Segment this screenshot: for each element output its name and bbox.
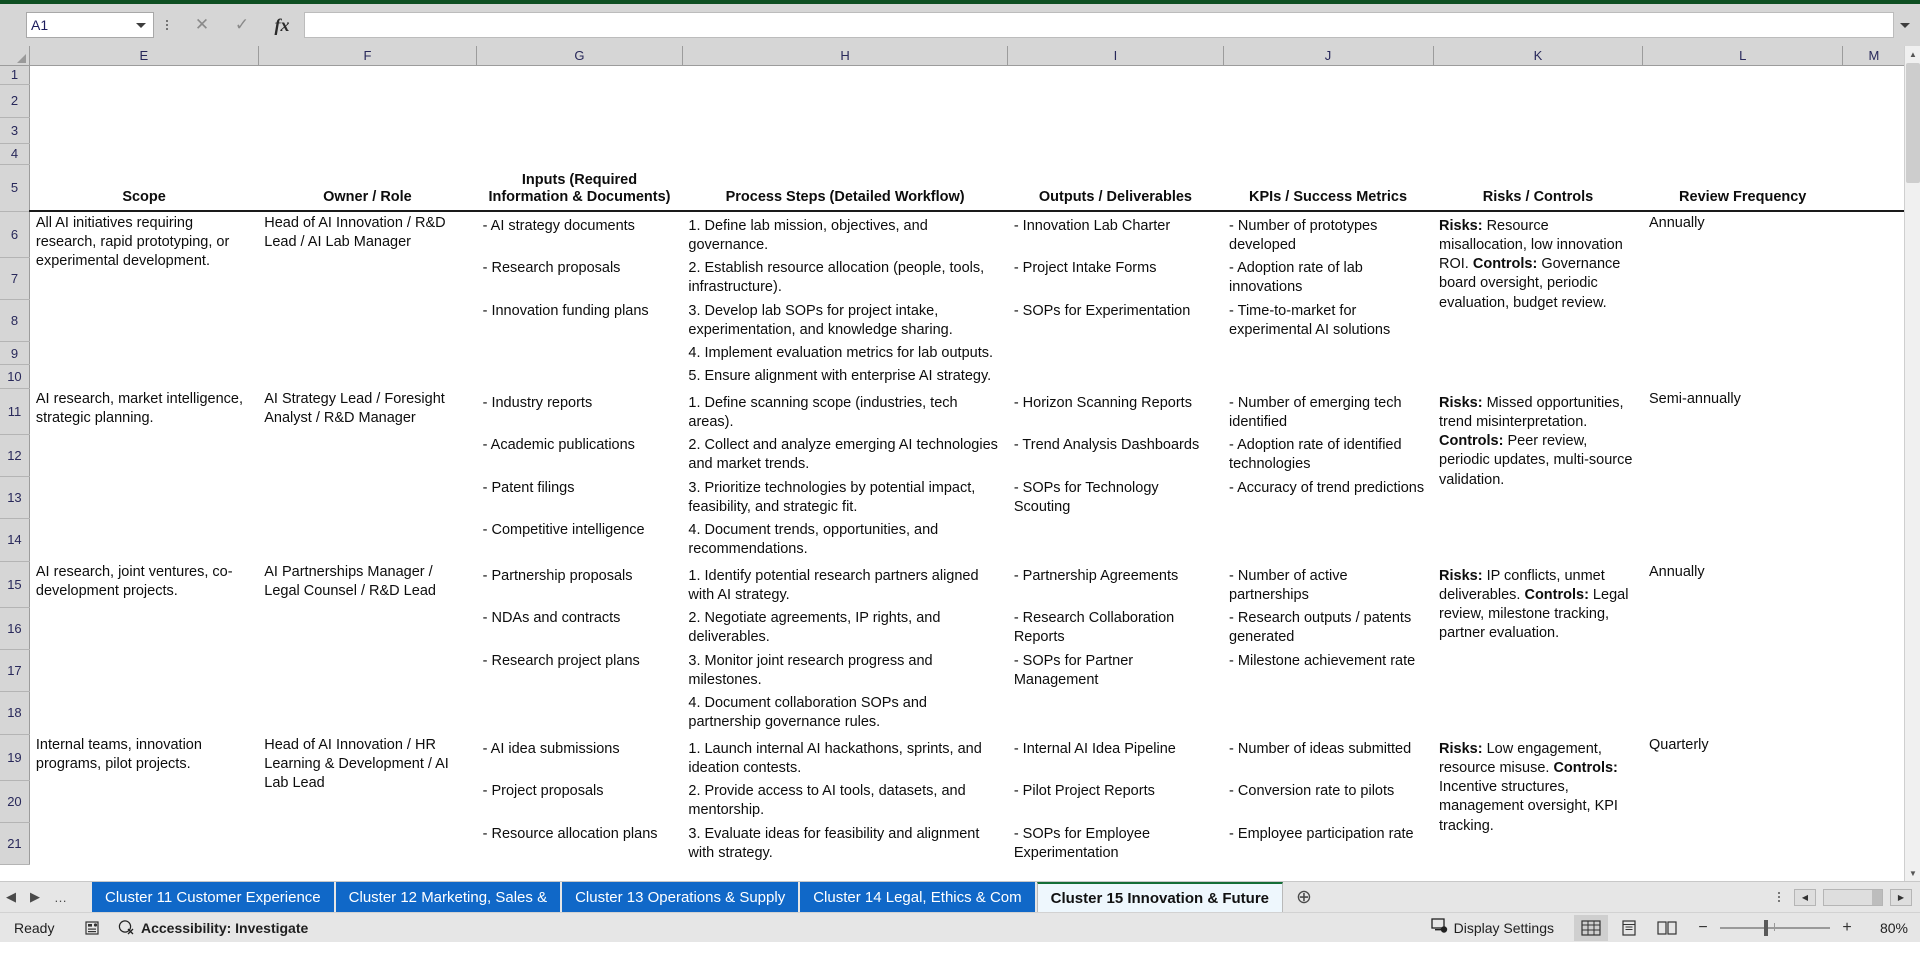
- cell-steps-4a[interactable]: 1. Launch internal AI hackathons, sprints, and ideation contests.: [682, 734, 1007, 780]
- column-title-kpis[interactable]: KPIs / Success Metrics: [1223, 164, 1433, 211]
- sheet-row: [0, 65, 1906, 84]
- expand-formula-bar-icon[interactable]: [1894, 12, 1916, 38]
- cell-m-3[interactable]: [1842, 561, 1905, 734]
- cell-steps-2c[interactable]: 3. Prioritize technologies by potential impact, feasibility, and strategic fit.: [682, 477, 1007, 519]
- cell-outputs-4c[interactable]: - SOPs for Employee Experimentation: [1008, 823, 1223, 865]
- column-header-E[interactable]: E: [29, 46, 258, 65]
- cell-risks-2[interactable]: [1433, 388, 1643, 561]
- cell-outputs-3d[interactable]: [1008, 692, 1223, 734]
- table-header-row: [0, 164, 1906, 211]
- vertical-scrollbar[interactable]: [1904, 46, 1920, 881]
- cell-outputs-4a[interactable]: - Internal AI Idea Pipeline: [1008, 734, 1223, 780]
- normal-view-icon[interactable]: [1574, 915, 1608, 941]
- row-header-11[interactable]: 11: [0, 388, 29, 434]
- zoom-slider[interactable]: [1720, 927, 1830, 929]
- confirm-icon[interactable]: ✓: [234, 15, 250, 34]
- row-header-21[interactable]: 21: [0, 823, 29, 865]
- cell-kpis-2c[interactable]: - Accuracy of trend predictions: [1223, 477, 1433, 519]
- cell-m-4[interactable]: [1842, 734, 1905, 865]
- controls-label-4: Controls:: [1553, 760, 1618, 777]
- row-header-16[interactable]: 16: [0, 607, 29, 649]
- cell-steps-1e[interactable]: 5. Ensure alignment with enterprise AI strategy.: [682, 365, 1007, 388]
- cancel-icon[interactable]: ✕: [194, 15, 210, 34]
- cell-kpis-2b[interactable]: - Adoption rate of identified technologies: [1223, 434, 1433, 476]
- chevron-down-icon[interactable]: [136, 23, 146, 28]
- column-header-G[interactable]: G: [477, 46, 683, 65]
- column-header-M[interactable]: M: [1842, 46, 1905, 65]
- cell-steps-2a[interactable]: 1. Define scanning scope (industries, tech areas).: [682, 388, 1007, 434]
- cell-outputs-2d[interactable]: [1008, 519, 1223, 561]
- cell-outputs-3a[interactable]: - Partnership Agreements: [1008, 561, 1223, 607]
- row-header-14[interactable]: 14: [0, 519, 29, 561]
- cell-scope-3[interactable]: AI research, joint ventures, co-development projects.: [29, 561, 258, 734]
- controls-text-2: Peer review, periodic updates, multi-source validation.: [1439, 433, 1633, 488]
- scroll-down-icon[interactable]: ▼: [1905, 865, 1920, 881]
- risks-text-3: IP conflicts, unmet deliverables.: [1439, 568, 1605, 604]
- cell-review-1[interactable]: Annually: [1643, 211, 1842, 388]
- cell-risks-1[interactable]: [1433, 211, 1643, 388]
- page-layout-view-icon[interactable]: [1612, 915, 1646, 941]
- cell-steps-4b[interactable]: 2. Provide access to AI tools, datasets, and mentorship.: [682, 780, 1007, 822]
- cell-inputs-2b[interactable]: - Academic publications: [477, 434, 683, 476]
- zoom-in-button[interactable]: +: [1842, 918, 1852, 936]
- column-title-risks[interactable]: Risks / Controls: [1433, 164, 1643, 211]
- controls-label-1: Controls:: [1472, 256, 1538, 273]
- row-header-9[interactable]: 9: [0, 342, 29, 365]
- zoom-control: [1696, 919, 1908, 937]
- cell-review-3[interactable]: Annually: [1643, 561, 1842, 734]
- cell-kpis-3d[interactable]: [1223, 692, 1433, 734]
- row-header-4[interactable]: 4: [0, 143, 29, 164]
- accessibility-status[interactable]: [118, 918, 308, 938]
- cell-risks-3[interactable]: [1433, 561, 1643, 734]
- insert-function-icon[interactable]: fx: [274, 14, 290, 35]
- cell-inputs-1e[interactable]: [477, 365, 683, 388]
- cell-owner-1[interactable]: Head of AI Innovation / R&D Lead / AI Lab Manager: [258, 211, 476, 388]
- cell-inputs-2d[interactable]: - Competitive intelligence: [477, 519, 683, 561]
- banner-blue[interactable]: [29, 117, 1842, 143]
- cell-kpis-1a[interactable]: - Number of prototypes developed: [1223, 211, 1433, 257]
- tab-bar-options-icon[interactable]: [1771, 892, 1787, 902]
- column-header-row: [0, 46, 1906, 65]
- row-header-1[interactable]: 1: [0, 65, 29, 84]
- sheet-row: [0, 117, 1906, 143]
- cell-steps-2d[interactable]: 4. Document trends, opportunities, and recommendations.: [682, 519, 1007, 561]
- risks-label-2: Risks:: [1439, 395, 1483, 411]
- formula-bar-options-icon[interactable]: [154, 12, 180, 38]
- row-header-19[interactable]: 19: [0, 734, 29, 780]
- cell-inputs-4c[interactable]: - Resource allocation plans: [477, 823, 683, 865]
- cell-inputs-1d[interactable]: [477, 342, 683, 365]
- sheet-tab-cluster-13[interactable]: Cluster 13 Operations & Supply: [562, 882, 800, 912]
- horizontal-scrollbar[interactable]: [1823, 889, 1883, 906]
- risks-label-3: Risks:: [1439, 568, 1483, 584]
- status-left: [0, 918, 308, 938]
- status-ready-label: Ready: [14, 919, 55, 936]
- column-title-process-steps[interactable]: Process Steps (Detailed Workflow): [682, 164, 1007, 211]
- cell-kpis-4c[interactable]: - Employee participation rate: [1223, 823, 1433, 865]
- sheet-row: [0, 84, 1906, 117]
- row-header-13[interactable]: 13: [0, 477, 29, 519]
- cell-steps-3b[interactable]: 2. Negotiate agreements, IP rights, and deliverables.: [682, 607, 1007, 649]
- cell-inputs-1b[interactable]: - Research proposals: [477, 257, 683, 299]
- sheet-nav-next-icon[interactable]: ▶: [30, 889, 40, 904]
- name-box-value: A1: [31, 17, 49, 33]
- cell-outputs-2a[interactable]: - Horizon Scanning Reports: [1008, 388, 1223, 434]
- controls-text-3: Legal review, milestone tracking, partner evaluation.: [1439, 587, 1629, 642]
- banner-black[interactable]: [29, 84, 1842, 117]
- row-header-8[interactable]: 8: [0, 300, 29, 342]
- row-header-18[interactable]: 18: [0, 692, 29, 734]
- cell-review-4[interactable]: Quarterly: [1643, 734, 1842, 865]
- table-row: [0, 561, 1906, 607]
- row-header-2[interactable]: 2: [0, 84, 29, 117]
- formula-input[interactable]: [304, 12, 1894, 38]
- cell-kpis-2a[interactable]: - Number of emerging tech identified: [1223, 388, 1433, 434]
- row-header-15[interactable]: 15: [0, 561, 29, 607]
- cell-blank-row1[interactable]: [29, 65, 1905, 84]
- cell-scope-4[interactable]: Internal teams, innovation programs, pilot projects.: [29, 734, 258, 865]
- cell-inputs-1a[interactable]: - AI strategy documents: [477, 211, 683, 257]
- row-header-5[interactable]: 5: [0, 164, 29, 211]
- sheet-row: [0, 143, 1906, 164]
- cell-m-1[interactable]: [1842, 211, 1905, 388]
- cell-review-2[interactable]: Semi-annually: [1643, 388, 1842, 561]
- cell-steps-1b[interactable]: 2. Establish resource allocation (people, tools, infrastructure).: [682, 257, 1007, 299]
- cell-outputs-1c[interactable]: - SOPs for Experimentation: [1008, 300, 1223, 342]
- cell-steps-2b[interactable]: 2. Collect and analyze emerging AI technologies and market trends.: [682, 434, 1007, 476]
- cell-inputs-3c[interactable]: - Research project plans: [477, 650, 683, 692]
- row-header-20[interactable]: 20: [0, 780, 29, 822]
- cell-m3[interactable]: [1842, 117, 1905, 143]
- column-header-H[interactable]: H: [682, 46, 1007, 65]
- cell-inputs-2c[interactable]: - Patent filings: [477, 477, 683, 519]
- risks-text-2: Missed opportunities, trend misinterpretation.: [1439, 395, 1624, 431]
- table-row: [0, 211, 1906, 257]
- table-row: [0, 734, 1906, 780]
- cell-m-2[interactable]: [1842, 388, 1905, 561]
- cell-inputs-4b[interactable]: - Project proposals: [477, 780, 683, 822]
- cell-outputs-2c[interactable]: - SOPs for Technology Scouting: [1008, 477, 1223, 519]
- cell-inputs-2a[interactable]: - Industry reports: [477, 388, 683, 434]
- cell-owner-2[interactable]: AI Strategy Lead / Foresight Analyst / R&D Manager: [258, 388, 476, 561]
- spreadsheet-grid[interactable]: [0, 46, 1920, 881]
- zoom-slider-tick: [1774, 923, 1775, 931]
- cell-owner-3[interactable]: AI Partnerships Manager / Legal Counsel / R&D Lead: [258, 561, 476, 734]
- zoom-level-label[interactable]: 80%: [1879, 919, 1908, 936]
- formula-actions: [182, 12, 302, 38]
- cell-kpis-2d[interactable]: [1223, 519, 1433, 561]
- column-header-J[interactable]: J: [1223, 46, 1433, 65]
- cell-outputs-3b[interactable]: - Research Collaboration Reports: [1008, 607, 1223, 649]
- cell-steps-4c[interactable]: 3. Evaluate ideas for feasibility and alignment with strategy.: [682, 823, 1007, 865]
- status-bar: [0, 912, 1920, 942]
- add-sheet-icon[interactable]: ⊕: [1283, 882, 1325, 912]
- controls-label-3: Controls:: [1524, 587, 1589, 604]
- row-header-12[interactable]: 12: [0, 434, 29, 476]
- cell-outputs-3c[interactable]: - SOPs for Partner Management: [1008, 650, 1223, 692]
- cell-steps-1d[interactable]: 4. Implement evaluation metrics for lab outputs.: [682, 342, 1007, 365]
- cell-steps-1c[interactable]: 3. Develop lab SOPs for project intake, experimentation, and knowledge sharing.: [682, 300, 1007, 342]
- tab-bar-filler: [1325, 882, 1771, 912]
- cell-kpis-4a[interactable]: - Number of ideas submitted: [1223, 734, 1433, 780]
- column-title-owner[interactable]: Owner / Role: [258, 164, 476, 211]
- column-header-K[interactable]: K: [1433, 46, 1643, 65]
- formula-bar: [0, 4, 1920, 46]
- cell-steps-3d[interactable]: 4. Document collaboration SOPs and partnership governance rules.: [682, 692, 1007, 734]
- cell-kpis-3c[interactable]: - Milestone achievement rate: [1223, 650, 1433, 692]
- sheet-nav-buttons: [0, 882, 92, 912]
- sheet-table: [0, 46, 1906, 865]
- cell-m2[interactable]: [1842, 84, 1905, 117]
- cell-outputs-2b[interactable]: - Trend Analysis Dashboards: [1008, 434, 1223, 476]
- row-header-7[interactable]: 7: [0, 257, 29, 299]
- sheet-nav-more-icon[interactable]: …: [54, 889, 67, 905]
- sheet-tab-cluster-14[interactable]: Cluster 14 Legal, Ethics & Com: [800, 882, 1036, 912]
- hscroll-left-icon[interactable]: ◀: [1794, 889, 1816, 906]
- cell-outputs-4b[interactable]: - Pilot Project Reports: [1008, 780, 1223, 822]
- zoom-slider-thumb[interactable]: [1764, 920, 1768, 936]
- column-title-inputs[interactable]: Inputs (Required Information & Documents): [477, 164, 683, 211]
- vertical-scroll-thumb[interactable]: [1906, 63, 1920, 183]
- column-header-I[interactable]: I: [1008, 46, 1223, 65]
- cell-outputs-1d[interactable]: [1008, 342, 1223, 365]
- risks-label-1: Risks:: [1439, 218, 1483, 234]
- column-title-scope[interactable]: Scope: [29, 164, 258, 211]
- page-break-preview-icon[interactable]: [1650, 915, 1684, 941]
- cell-kpis-1d[interactable]: [1223, 342, 1433, 365]
- cell-owner-4[interactable]: Head of AI Innovation / HR Learning & Development / AI Lab Lead: [258, 734, 476, 865]
- cell-blank-row4[interactable]: [29, 143, 1905, 164]
- display-settings-button[interactable]: [1431, 918, 1554, 937]
- column-header-F[interactable]: F: [258, 46, 476, 65]
- display-settings-label: Display Settings: [1453, 919, 1554, 936]
- name-box[interactable]: [26, 12, 154, 38]
- cell-kpis-3b[interactable]: - Research outputs / patents generated: [1223, 607, 1433, 649]
- table-row: [0, 388, 1906, 434]
- cell-inputs-4a[interactable]: - AI idea submissions: [477, 734, 683, 780]
- risks-text-4: Low engagement, resource misuse.: [1439, 741, 1602, 777]
- cell-outputs-1a[interactable]: - Innovation Lab Charter: [1008, 211, 1223, 257]
- cell-kpis-3a[interactable]: - Number of active partnerships: [1223, 561, 1433, 607]
- controls-text-4: Incentive structures, management oversight, KPI tracking.: [1439, 779, 1618, 834]
- cell-scope-1[interactable]: All AI initiatives requiring research, rapid prototyping, or experimental development.: [29, 211, 258, 388]
- cell-inputs-3b[interactable]: - NDAs and contracts: [477, 607, 683, 649]
- risks-text-1: Resource misallocation, low innovation ROI.: [1439, 218, 1623, 273]
- display-settings-icon: [1431, 918, 1449, 937]
- cell-m5[interactable]: [1842, 164, 1905, 211]
- cell-kpis-1b[interactable]: - Adoption rate of lab innovations: [1223, 257, 1433, 299]
- cell-risks-4[interactable]: [1433, 734, 1643, 865]
- cell-outputs-1b[interactable]: - Project Intake Forms: [1008, 257, 1223, 299]
- cell-inputs-3a[interactable]: - Partnership proposals: [477, 561, 683, 607]
- sheet-tab-cluster-11[interactable]: Cluster 11 Customer Experience: [92, 882, 336, 912]
- cell-inputs-1c[interactable]: - Innovation funding plans: [477, 300, 683, 342]
- controls-text-1: Governance board oversight, periodic evaluation, budget review.: [1439, 256, 1621, 311]
- sheet-tab-bar: [0, 881, 1920, 912]
- cell-steps-3a[interactable]: 1. Identify potential research partners aligned with AI strategy.: [682, 561, 1007, 607]
- cell-steps-1a[interactable]: 1. Define lab mission, objectives, and governance.: [682, 211, 1007, 257]
- zoom-out-button[interactable]: −: [1698, 918, 1708, 936]
- sheet-tab-cluster-15[interactable]: Cluster 15 Innovation & Future: [1037, 882, 1283, 912]
- status-right: [1431, 915, 1920, 941]
- column-title-outputs[interactable]: Outputs / Deliverables: [1008, 164, 1223, 211]
- cell-inputs-3d[interactable]: [477, 692, 683, 734]
- macro-record-icon[interactable]: [84, 920, 100, 936]
- row-header-6[interactable]: 6: [0, 211, 29, 257]
- cell-outputs-1e[interactable]: [1008, 365, 1223, 388]
- row-header-10[interactable]: 10: [0, 365, 29, 388]
- row-header-3[interactable]: 3: [0, 117, 29, 143]
- accessibility-label: Accessibility: Investigate: [141, 919, 309, 936]
- cell-scope-2[interactable]: AI research, market intelligence, strategic planning.: [29, 388, 258, 561]
- cell-kpis-1e[interactable]: [1223, 365, 1433, 388]
- sheet-nav-prev-icon[interactable]: ◀: [6, 889, 16, 904]
- sheet-tab-cluster-12[interactable]: Cluster 12 Marketing, Sales &: [336, 882, 562, 912]
- accessibility-icon: [118, 918, 135, 938]
- cell-kpis-4b[interactable]: - Conversion rate to pilots: [1223, 780, 1433, 822]
- select-all-corner[interactable]: [0, 46, 29, 65]
- risks-label-4: Risks:: [1439, 741, 1483, 757]
- controls-label-2: Controls:: [1439, 433, 1504, 450]
- row-header-17[interactable]: 17: [0, 650, 29, 692]
- scroll-up-icon[interactable]: ▲: [1905, 46, 1920, 62]
- cell-kpis-1c[interactable]: - Time-to-market for experimental AI solutions: [1223, 300, 1433, 342]
- hscroll-right-icon[interactable]: ▶: [1890, 889, 1912, 906]
- cell-steps-3c[interactable]: 3. Monitor joint research progress and milestones.: [682, 650, 1007, 692]
- column-header-L[interactable]: L: [1643, 46, 1842, 65]
- column-title-review-frequency[interactable]: Review Frequency: [1643, 164, 1842, 211]
- tab-bar-right-controls: [1771, 882, 1920, 912]
